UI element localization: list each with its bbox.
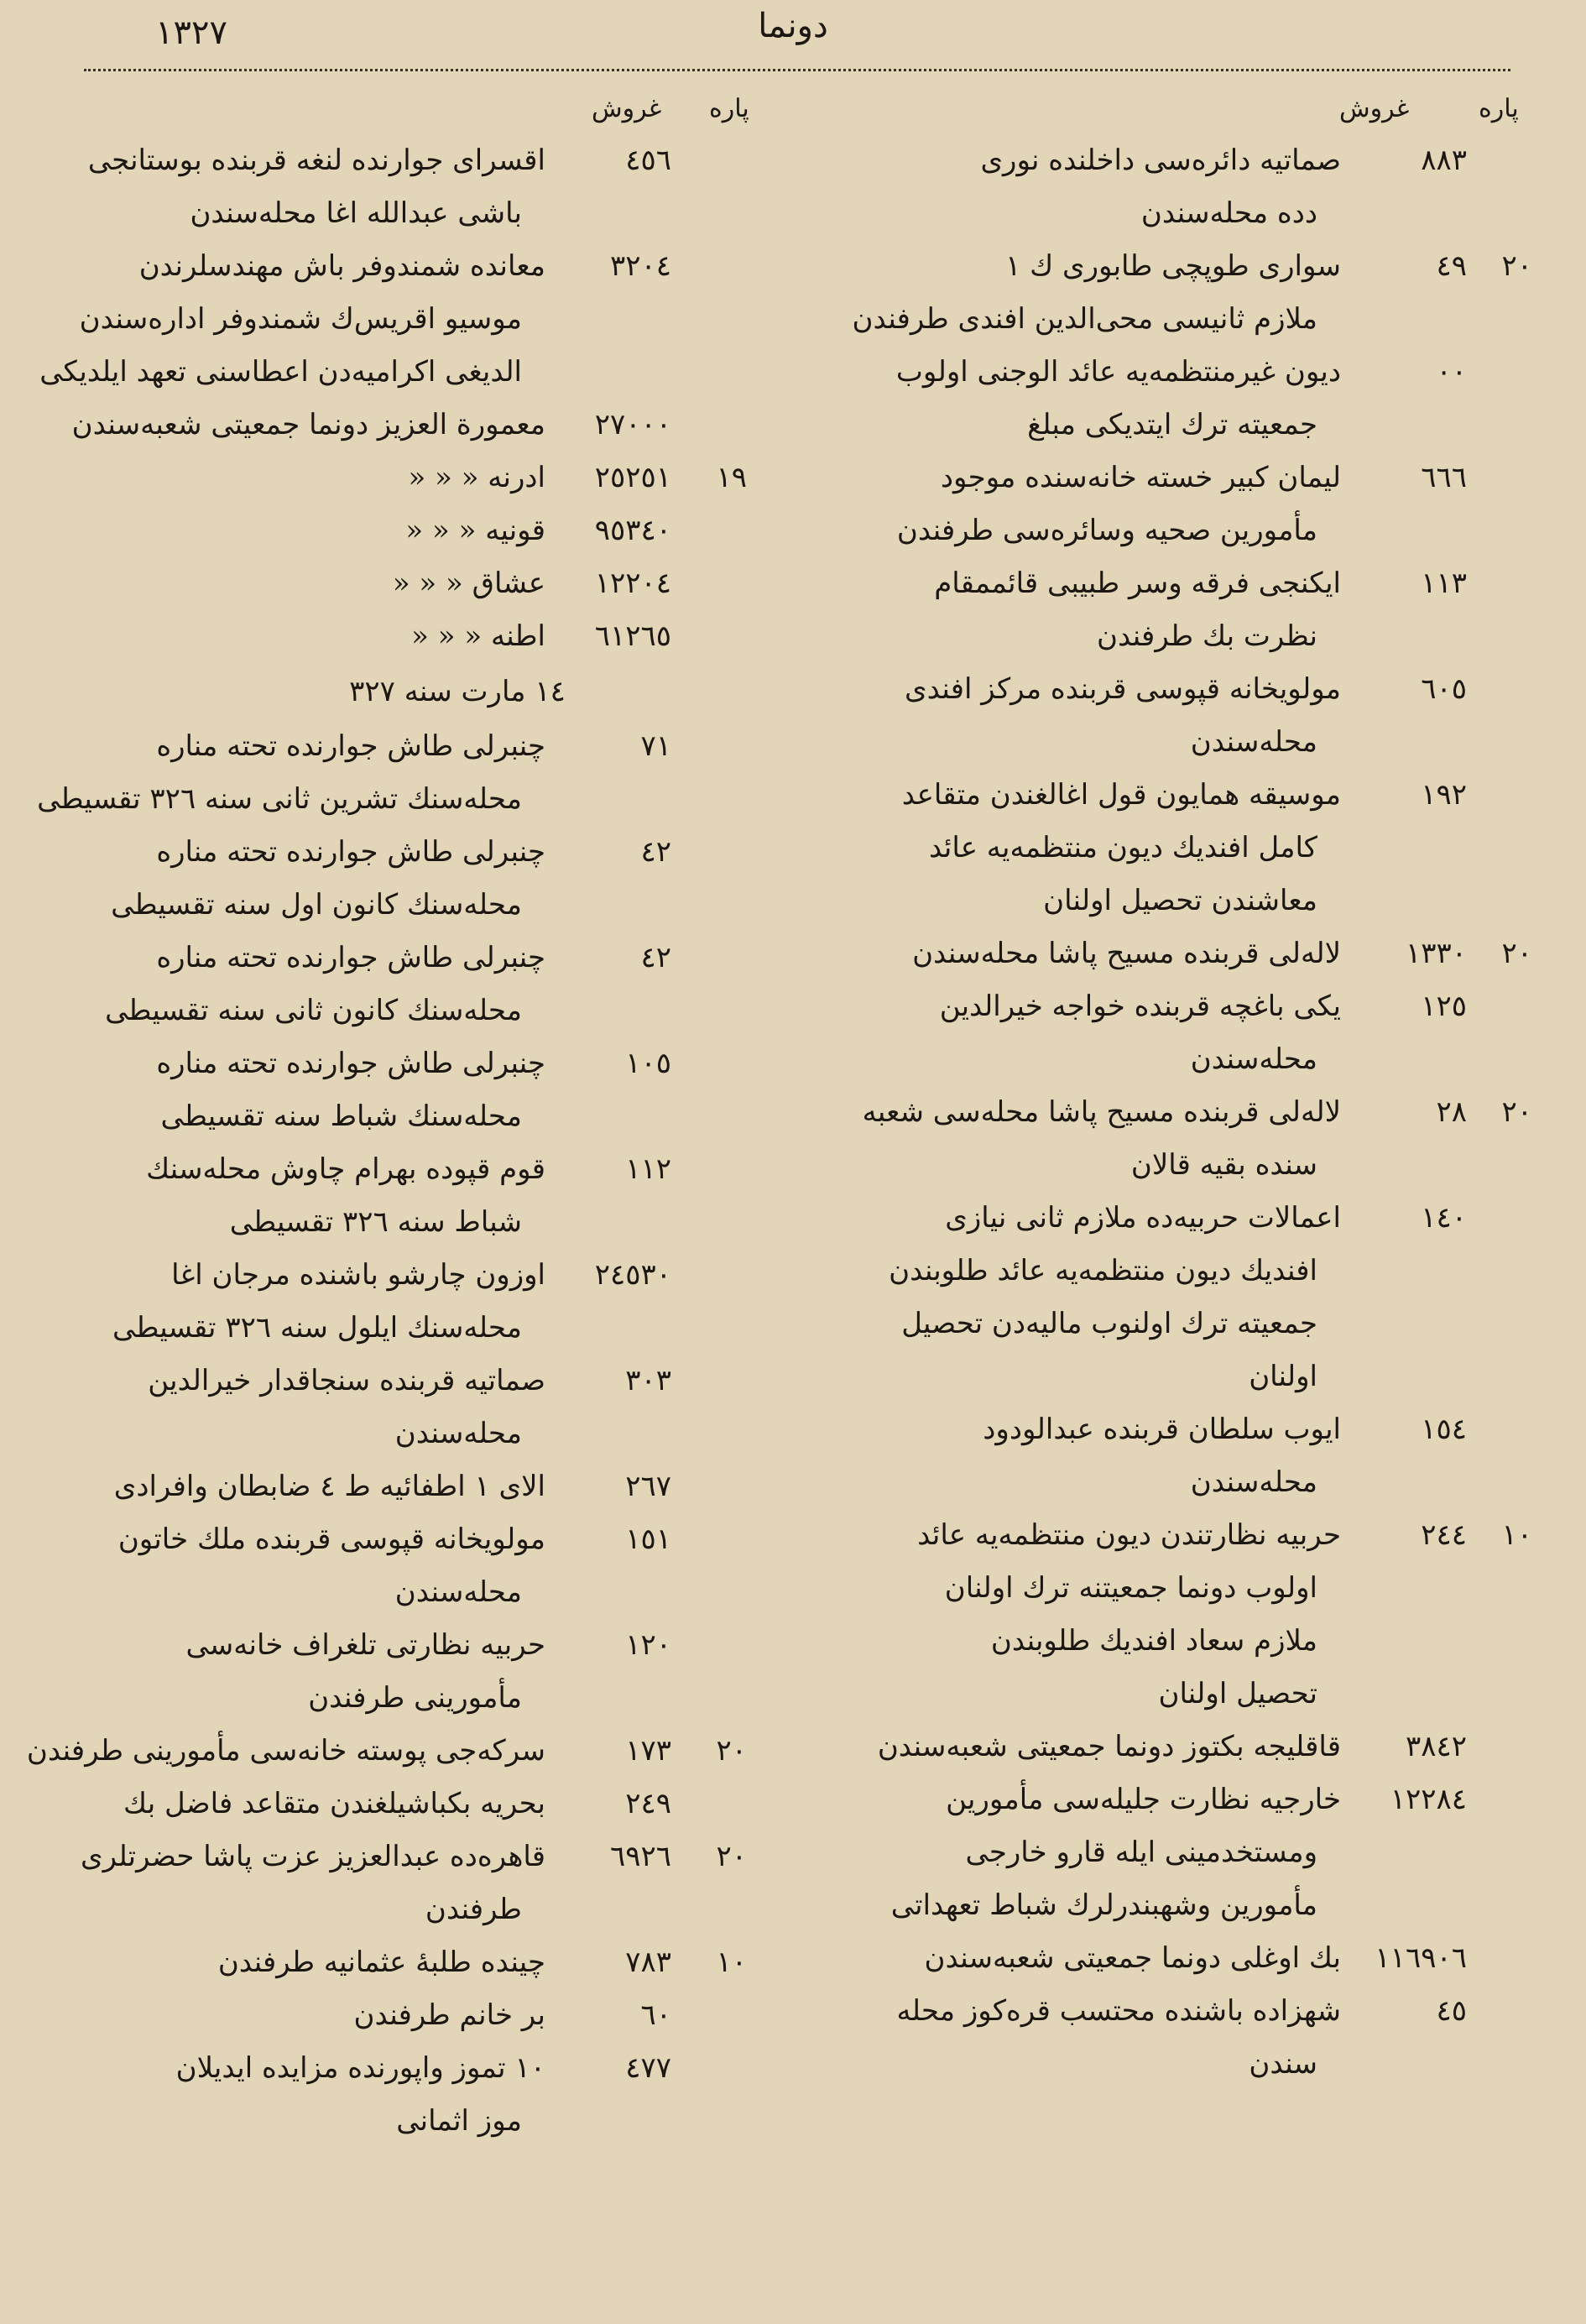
ledger-entry: [796, 927, 1532, 980]
ledger-entry: [92, 1936, 772, 1989]
entry-description-line: موز اثمانی: [396, 2104, 522, 2138]
ledger-entry: [796, 557, 1492, 663]
gurush-amount: ٩٥٣٤٠: [594, 514, 671, 547]
ledger-entry: [92, 1460, 772, 1513]
para-amount: ١٠: [1501, 1518, 1532, 1552]
gurush-amount: ٢٤٩: [625, 1787, 671, 1820]
ledger-entry: [92, 826, 772, 932]
ledger-entry: [796, 134, 1492, 240]
ledger-entry: [796, 240, 1532, 346]
entry-description-line: محله‌سنك كانون اول سنه تقسيطی: [111, 888, 522, 922]
ledger-entry: [92, 1249, 772, 1355]
ledger-entry: [796, 1403, 1492, 1509]
entry-description-line: قونيه « « «: [405, 514, 545, 547]
page-header: [0, 0, 1586, 67]
gurush-amount: ٣٨٤٢: [1405, 1730, 1467, 1763]
gurush-amount: ٤٥: [1436, 1994, 1467, 2028]
gurush-amount: ٧٨٣: [625, 1945, 671, 1979]
entry-description-line: حربيه نظارتندن ديون منتظمه‌يه عائد: [917, 1518, 1341, 1552]
entry-description-line: دده محله‌سندن: [1140, 196, 1317, 230]
entry-description-line: اعمالات حربيه‌ده ملازم ثانی نيازی: [945, 1201, 1341, 1235]
date-line: ١٤ مارت سنه ٣٢٧: [349, 675, 566, 708]
ledger-entry: [796, 663, 1492, 769]
entry-description-line: الای ١ اطفائيه ط ٤ ضابطان وافرادی: [113, 1470, 545, 1503]
entry-description-line: محله‌سنك تشرين ثانی سنه ٣٢٦ تقسيطی: [37, 782, 522, 816]
gurush-amount: ٦٠: [640, 1998, 671, 2032]
gurush-amount: ٦٩٢٦: [609, 1840, 671, 1873]
gurush-amount: ٧١: [640, 729, 671, 763]
para-amount: ٢٠: [1501, 937, 1532, 970]
entry-description-line: محله‌سندن: [394, 1575, 522, 1609]
para-amount: ٢٠: [716, 1734, 747, 1768]
entry-description-line: سركه‌جی پوسته خانه‌سی مأمورينی طرفندن: [26, 1734, 545, 1768]
ledger-entry: [92, 1619, 772, 1725]
entry-description-line: محله‌سنك شباط سنه تقسيطی: [160, 1099, 522, 1133]
entry-description-line: چنبرلی طاش جوارنده تحته مناره: [156, 1047, 545, 1080]
entry-description-line: ١٠ تموز واپورنده مزايده ايديلان: [175, 2051, 545, 2085]
entry-description-line: چينده طلبهٔ عثمانيه طرفندن: [217, 1945, 545, 1979]
entry-description-line: محله‌سندن: [1190, 1465, 1317, 1499]
para-amount: ٢٠: [1501, 1095, 1532, 1129]
entry-description-line: تحصيل اولنان: [1158, 1677, 1317, 1710]
entry-description-line: چنبرلی طاش جوارنده تحته مناره: [156, 941, 545, 974]
ledger-entry: [92, 1513, 772, 1619]
gurush-amount: ٠٠: [1436, 355, 1467, 389]
gurush-amount: ١١٢: [625, 1152, 671, 1186]
ledger-entry: [796, 1509, 1532, 1721]
entry-description-line: محله‌سندن: [1190, 1042, 1317, 1076]
entry-description-line: قوم قپوده بهرام چاوش محله‌سنك: [146, 1152, 545, 1186]
para-amount: ١٠: [716, 1945, 747, 1979]
entry-description-line: لالەلی قربنده مسيح پاشا محله‌سندن: [912, 937, 1341, 970]
entry-description-line: چنبرلی طاش جوارنده تحته مناره: [156, 835, 545, 869]
ledger-entry: [92, 557, 772, 610]
ledger-entry: [92, 1037, 772, 1143]
page-number: ١٣٢٧: [155, 13, 227, 52]
ledger-entry: [87, 134, 772, 240]
entry-description-line: ملازم سعاد افنديك طلوبندن: [990, 1624, 1317, 1658]
ledger-entry: [796, 1721, 1492, 1773]
entry-description-line: مأمورين صحيه وسائره‌سی طرفندن: [896, 514, 1317, 547]
gurush-amount: ٣٢٠٤: [609, 249, 671, 283]
gurush-amount: ١٠٥: [625, 1047, 671, 1080]
ledger-entry: [796, 1086, 1532, 1192]
ledger-entry: [796, 1985, 1492, 2091]
ledger-entry: [92, 1778, 772, 1830]
entry-description-line: اولنان: [1249, 1360, 1317, 1393]
entry-description-line: بك اوغلی دونما جمعيتی شعبه‌سندن: [924, 1941, 1341, 1975]
gurush-amount: ٢٦٧: [625, 1470, 671, 1503]
entry-description-line: افنديك ديون منتظمه‌يه عائد طلوبندن: [889, 1254, 1317, 1287]
ledger-entry: [92, 1989, 772, 2042]
gurush-amount: ١٢٠: [625, 1628, 671, 1662]
gurush-amount: ٨٨٣: [1421, 144, 1467, 177]
gurush-amount: ٦٦٦: [1421, 461, 1467, 494]
ledger-entry: [37, 720, 772, 826]
entry-description-line: الديغی اكراميه‌دن اعطاسنی تعهد ايلديكی: [39, 355, 522, 389]
ledger-entry: [92, 610, 772, 663]
entry-description-line: محله‌سندن: [1190, 725, 1317, 759]
ledger-entry: [26, 1725, 772, 1778]
entry-description-line: ايكنجی فرقه وسر طبيبی قائممقام: [934, 567, 1341, 600]
entry-description-line: جمعيته ترك ايتديكی مبلغ: [1027, 408, 1317, 441]
ledger-entry: [92, 1143, 772, 1249]
gurush-amount: ٢٨: [1436, 1095, 1467, 1129]
entry-description-line: حربيه نظارتی تلغراف خانه‌سی: [185, 1628, 545, 1662]
gurush-amount: ٦١٢٦٥: [594, 619, 671, 653]
gurush-amount: ١٢٥: [1421, 990, 1467, 1023]
ledger-entry: [71, 399, 772, 452]
gurush-amount: ٤٥٦: [625, 144, 671, 177]
gurush-amount: ٤٩: [1436, 249, 1467, 283]
entry-description-line: مولويخانه قپوسی قربنده ملك خاتون: [117, 1522, 545, 1556]
entry-description-line: بر خانم طرفندن: [353, 1998, 545, 2032]
para-amount: ٢٠: [716, 1840, 747, 1873]
para-amount: ٢٠: [1501, 249, 1532, 283]
entry-description-line: سواری طوپچی طابوری ك ١: [1005, 249, 1341, 283]
ledger-entry: [92, 504, 772, 557]
entry-description-line: كامل افنديك ديون منتظمه‌يه عائد: [929, 831, 1317, 864]
entry-description-line: ومستخدمينی ايله قارو خارجی: [965, 1836, 1317, 1869]
ledger-entry: [92, 932, 772, 1037]
entry-description-line: يكی باغچه قربنده خواجه خيرالدين: [939, 990, 1341, 1023]
ledger-entry: [796, 980, 1492, 1086]
entry-description-line: صماتيه قربنده سنجاقدار خيرالدين: [148, 1364, 545, 1397]
left-column-gurush-head: غروش: [592, 94, 662, 123]
entry-description-line: مأمورين وشهبندرلرك شباط تعهداتی: [890, 1888, 1317, 1922]
header-dotted-rule: [84, 69, 1510, 71]
gurush-amount: ٢٧٠٠٠: [594, 408, 671, 441]
entry-description-line: معانده شمندوفر باش مهندسلرندن: [138, 249, 545, 283]
entry-description-line: محله‌سندن: [394, 1417, 522, 1450]
ledger-entry: [796, 452, 1492, 557]
ledger-entry: [796, 1192, 1492, 1403]
entry-description-line: شباط سنه ٣٢٦ تقسيطی: [229, 1205, 522, 1239]
entry-description-line: ليمان كبير خسته خانه‌سنده موجود: [940, 461, 1341, 494]
running-title: دونما: [758, 7, 828, 45]
gurush-amount: ١٣٣٠: [1405, 937, 1467, 970]
gurush-amount: ٤٢: [640, 941, 671, 974]
gurush-amount: ١٥١: [625, 1522, 671, 1556]
right-column-para-head: پاره: [1479, 94, 1519, 123]
gurush-amount: ٢٥٢٥١: [594, 461, 671, 494]
gurush-amount: ١٧٣: [625, 1734, 671, 1768]
ledger-entry: [796, 346, 1492, 452]
ledger-entry: [796, 1773, 1492, 1932]
entry-description-line: سنده بقيه قالان: [1130, 1148, 1317, 1182]
entry-description-line: باشی عبدالله اغا محله‌سندن: [190, 196, 522, 230]
entry-description-line: قاهره‌ده عبدالعزيز عزت پاشا حضرتلری: [81, 1840, 545, 1873]
entry-description-line: لالەلی قربنده مسيح پاشا محله‌سی شعبه: [862, 1095, 1341, 1129]
entry-description-line: مأمورينی طرفندن: [308, 1681, 522, 1715]
ledger-entry: [92, 452, 772, 504]
ledger-entry: [81, 1830, 772, 1936]
entry-description-line: عشاق « « «: [392, 567, 545, 600]
right-column: [796, 134, 1532, 2091]
entry-description-line: چنبرلی طاش جوارنده تحته مناره: [156, 729, 545, 763]
left-column-para-head: پاره: [709, 94, 749, 123]
entry-description-line: بحريه بكباشيلغندن متقاعد فاضل بك: [123, 1787, 545, 1820]
ledger-entry: [796, 769, 1492, 927]
entry-description-line: ادرنه « « «: [408, 461, 545, 494]
entry-description-line: معمورة العزيز دونما جمعيتی شعبه‌سندن: [71, 408, 545, 441]
entry-description-line: جمعيته ترك اولنوب ماليه‌دن تحصيل: [901, 1307, 1317, 1340]
ledger-entry: [92, 2042, 772, 2148]
gurush-amount: ٢٤٥٣٠: [594, 1258, 671, 1292]
gurush-amount: ١٢٢٠٤: [594, 567, 671, 600]
gurush-amount: ٣٠٣: [625, 1364, 671, 1397]
entry-description-line: خارجيه نظارت جليله‌سی مأمورين: [946, 1783, 1341, 1816]
right-column-gurush-head: غروش: [1339, 94, 1410, 123]
ledger-entry: [796, 1932, 1492, 1985]
entry-description-line: اقسرای جوارنده لنغه قربنده بوستانجی: [87, 144, 545, 177]
entry-description-line: ديون غيرمنتظمه‌يه عائد الوجنی اولوب: [895, 355, 1341, 389]
entry-description-line: نظرت بك طرفندن: [1096, 619, 1317, 653]
entry-description-line: محله‌سنك ايلول سنه ٣٢٦ تقسيطی: [112, 1311, 522, 1345]
gurush-amount: ١٢٢٨٤: [1390, 1783, 1467, 1816]
entry-description-line: موسيقه همايون قول اغالغندن متقاعد: [901, 778, 1341, 812]
entry-description-line: موسيو اقريس‌ك شمندوفر اداره‌سندن: [79, 302, 522, 336]
entry-description-line: محله‌سنك كانون ثانی سنه تقسيطی: [105, 994, 522, 1027]
gurush-amount: ١١٣: [1421, 567, 1467, 600]
gurush-amount: ٦٠٥: [1421, 672, 1467, 706]
gurush-amount: ١٩٢: [1421, 778, 1467, 812]
entry-description-line: اولوب دونما جمعيتنه ترك اولنان: [944, 1571, 1317, 1605]
gurush-amount: ٤٢: [640, 835, 671, 869]
ledger-entry: [92, 1355, 772, 1460]
entry-description-line: طرفندن: [425, 1893, 522, 1926]
gurush-amount: ٤٧٧: [625, 2051, 671, 2085]
entry-description-line: سندن: [1249, 2047, 1317, 2081]
entry-description-line: قاقليجه بكتوز دونما جمعيتی شعبه‌سندن: [877, 1730, 1341, 1763]
entry-description-line: صماتيه دائره‌سی داخلنده نوری: [980, 144, 1341, 177]
entry-description-line: ايوب سلطان قربنده عبدالودود: [983, 1413, 1341, 1446]
entry-description-line: ملازم ثانيسی محی‌الدين افندی طرفندن: [852, 302, 1317, 336]
entry-description-line: مولويخانه قپوسی قربنده مركز افندی: [904, 672, 1341, 706]
left-column: [26, 134, 772, 2148]
entry-description-line: اطنه « « «: [411, 619, 545, 653]
entry-description-line: اوزون چارشو باشنده مرجان اغا: [171, 1258, 545, 1292]
para-amount: ١٩: [716, 461, 747, 494]
gurush-amount: ١١٦٩٠٦: [1375, 1941, 1467, 1975]
ledger-entry: [39, 240, 772, 399]
gurush-amount: ٢٤٤: [1421, 1518, 1467, 1552]
gurush-amount: ١٤٠: [1421, 1201, 1467, 1235]
entry-description-line: شهزاده باشنده محتسب قره‌كوز محله: [896, 1994, 1341, 2028]
entry-description-line: معاشندن تحصيل اولنان: [1043, 884, 1317, 917]
gurush-amount: ١٥٤: [1421, 1413, 1467, 1446]
